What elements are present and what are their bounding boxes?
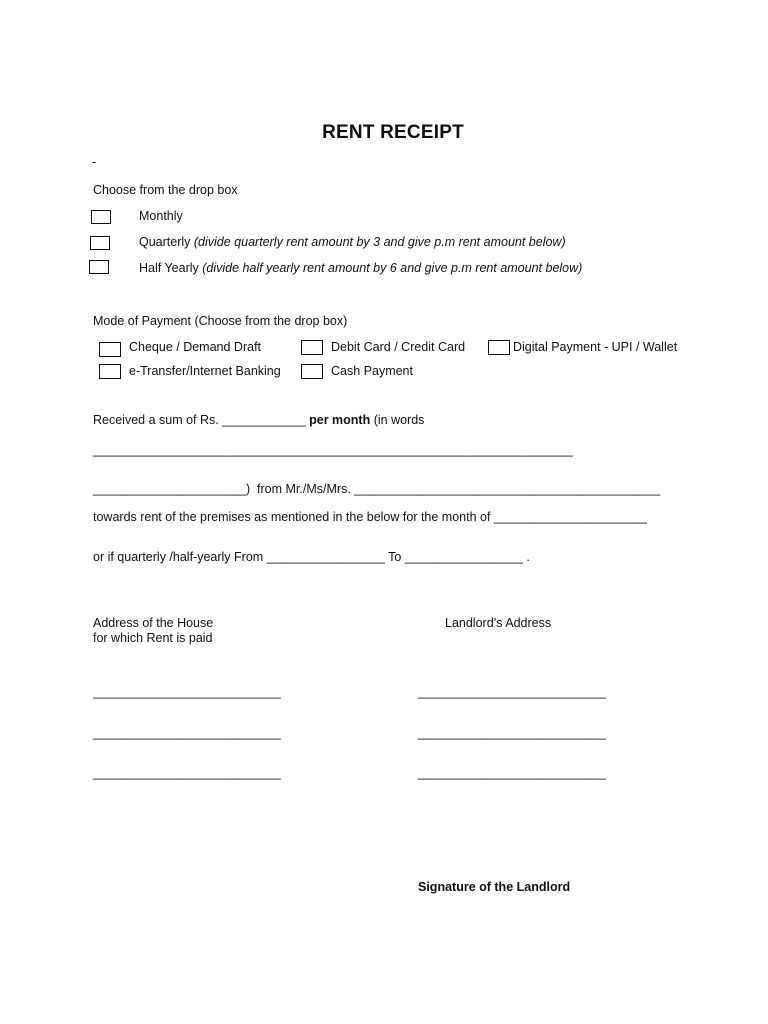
house-address-label-2: for which Rent is paid	[93, 631, 213, 645]
cheque-checkbox[interactable]	[99, 342, 121, 357]
quarterly-label: Quarterly	[139, 235, 191, 249]
quarterly-checkbox[interactable]	[90, 236, 110, 250]
house-address-line-2[interactable]: ___________________________	[93, 726, 281, 740]
month-line[interactable]: towards rent of the premises as mentioned in the below for the month of ______________________	[93, 510, 647, 524]
half-yearly-note: (divide half yearly rent amount by 6 and give p.m rent amount below)	[202, 261, 583, 275]
landlord-address-line-2[interactable]: ___________________________	[418, 726, 606, 740]
in-words-label: (in words	[373, 413, 425, 427]
half-yearly-label: Half Yearly	[139, 261, 199, 275]
dash-mark: -	[92, 155, 97, 169]
per-month-label: per month	[309, 413, 371, 427]
half-yearly-option	[139, 261, 582, 276]
house-address-label: Address of the House	[93, 616, 214, 630]
tenant-name-line[interactable]: ______________________) from Mr./Ms/Mrs. ____________________________________________	[93, 482, 661, 496]
house-address-line-3[interactable]: ___________________________	[93, 766, 281, 780]
cash-label: Cash Payment	[331, 364, 413, 378]
landlord-address-line-3[interactable]: ___________________________	[418, 766, 606, 780]
card-label: Debit Card / Credit Card	[331, 340, 466, 354]
quarterly-option	[139, 235, 566, 250]
half-yearly-checkbox[interactable]	[89, 260, 109, 274]
transfer-checkbox[interactable]	[99, 364, 121, 379]
cash-checkbox[interactable]	[301, 364, 323, 379]
payment-prompt: Mode of Payment (Choose from the drop box)	[93, 314, 348, 328]
house-address-line-1[interactable]: ___________________________	[93, 685, 281, 699]
period-prompt: Choose from the drop box	[93, 183, 238, 197]
signature-label: Signature of the Landlord	[418, 880, 571, 894]
card-checkbox[interactable]	[301, 340, 323, 355]
cheque-label: Cheque / Demand Draft	[129, 340, 262, 354]
transfer-label: e-Transfer/Internet Banking	[129, 364, 281, 378]
amount-in-words-blank[interactable]: _____________________________________________________________________	[93, 443, 573, 457]
received-prefix: Received a sum of Rs. ____________	[93, 413, 306, 427]
received-sum-line	[93, 413, 424, 428]
landlord-address-line-1[interactable]: ___________________________	[418, 685, 606, 699]
digital-label: Digital Payment - UPI / Wallet	[513, 340, 678, 354]
monthly-checkbox[interactable]	[91, 210, 111, 224]
landlord-address-label: Landlord’s Address	[445, 616, 552, 630]
document-title: RENT RECEIPT	[322, 122, 464, 143]
digital-checkbox[interactable]	[488, 340, 510, 355]
monthly-label: Monthly	[139, 209, 183, 223]
quarterly-note: (divide quarterly rent amount by 3 and give p.m rent amount below)	[193, 235, 566, 249]
period-range-line[interactable]: or if quarterly /half-yearly From _________________ To _________________ .	[93, 550, 530, 564]
